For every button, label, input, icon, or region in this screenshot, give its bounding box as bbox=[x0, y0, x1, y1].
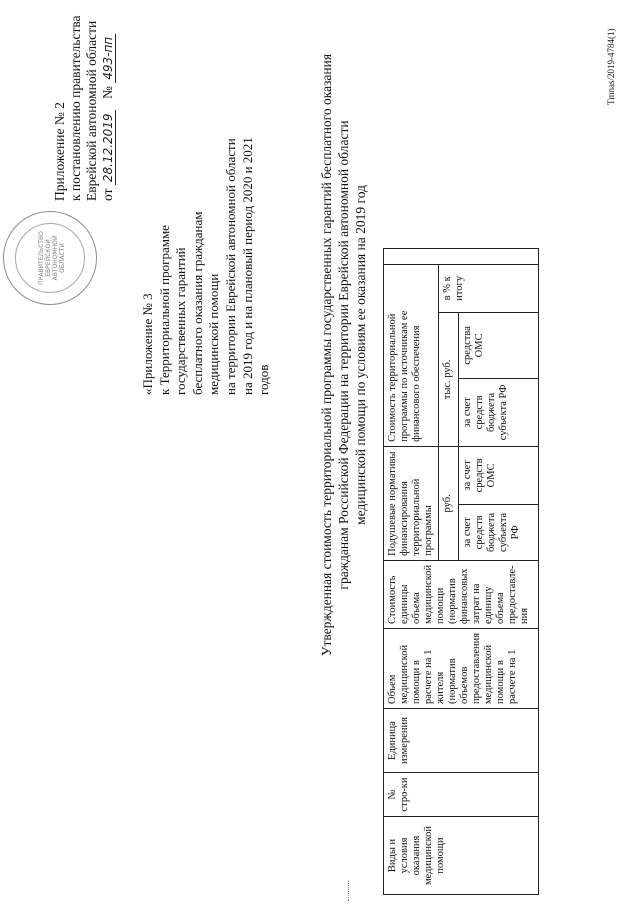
header-budget-2: за счет средств бюджета субъекта РФ bbox=[459, 378, 539, 446]
header-unit: Единица измерения bbox=[384, 709, 539, 773]
header-thousand-rub: тыс. руб. bbox=[439, 312, 459, 446]
table-header-row-1 bbox=[384, 248, 439, 894]
appendix-3-line-5: медицинской помощи bbox=[206, 273, 222, 395]
header-percent-total: в % к итогу bbox=[439, 264, 539, 312]
document-title bbox=[318, 35, 369, 675]
number-prefix: № bbox=[100, 86, 115, 100]
appendix-2-line-1: к постановлению правительства bbox=[68, 15, 83, 201]
header-empty bbox=[384, 248, 539, 264]
date-prefix: от bbox=[100, 188, 115, 201]
handwritten-number: 493-пп bbox=[101, 34, 116, 83]
header-types: Виды и условия оказания медицинской помощи bbox=[384, 817, 539, 895]
header-row-number: № стро-ки bbox=[384, 773, 539, 817]
header-volume: Объем медицинской помощи в расчете на 1 жителя (норматив объемов предоставления медицинской помощи в расчете на 1 bbox=[384, 628, 539, 708]
appendix-2-title: Приложение № 2 bbox=[52, 102, 67, 201]
header-oms: за счет средств ОМС bbox=[459, 446, 539, 504]
document-title-line-1: Утвержденная стоимость территориальной программы государственных гарантий бесплатного оказания bbox=[319, 53, 334, 657]
document-title-line-2: гражданам Российской Федерации на территории Еврейской автономной области bbox=[336, 120, 351, 590]
appendix-2-header bbox=[52, 17, 116, 237]
handwritten-date: 28.12.2019 bbox=[101, 110, 116, 185]
margin-mark bbox=[348, 881, 349, 901]
appendix-3-line-1: «Приложение № 3 bbox=[140, 293, 155, 395]
appendix-3-line-2: к Территориальной программе bbox=[156, 225, 172, 395]
appendix-3-line-6: на территории Еврейской автономной области bbox=[222, 138, 238, 395]
header-rub: руб. bbox=[439, 446, 459, 560]
header-program-cost: Стоимость территориальной программы по источникам ее финансового обеспечения bbox=[384, 264, 439, 446]
appendix-3-line-7: на 2019 год и на плановый период 2020 и 2021 bbox=[239, 137, 255, 395]
header-unit-cost: Стоимость единицы объема медицинской помощи (норматив финансовых затрат на единицу объема предоставле-ния bbox=[384, 560, 539, 628]
header-per-capita: Подушевые нормативы финансирования территориальной программы bbox=[384, 446, 439, 560]
appendix-2-date-row bbox=[100, 17, 116, 237]
appendix-2-line-2: Еврейской автономной области bbox=[84, 20, 99, 201]
cost-table bbox=[383, 248, 539, 895]
appendix-3-header bbox=[140, 115, 273, 395]
appendix-3-line-8: годов bbox=[256, 364, 272, 395]
seal-text: ПРАВИТЕЛЬСТВО ЕВРЕЙСКОЙ АВТОНОМНОЙ ОБЛАСТИ bbox=[38, 231, 66, 285]
document-title-line-3: медицинской помощи по условиям ее оказания на 2019 год bbox=[353, 185, 368, 525]
appendix-3-line-3: государственных гарантий bbox=[173, 247, 189, 395]
footer-code: Tmnas/2019-4784(1) bbox=[606, 28, 616, 105]
appendix-3-line-4: бесплатного оказания гражданам bbox=[189, 211, 205, 395]
header-oms-2: средства ОМС bbox=[459, 312, 539, 378]
header-budget: за счет средств бюджета субъекта РФ bbox=[459, 504, 539, 560]
